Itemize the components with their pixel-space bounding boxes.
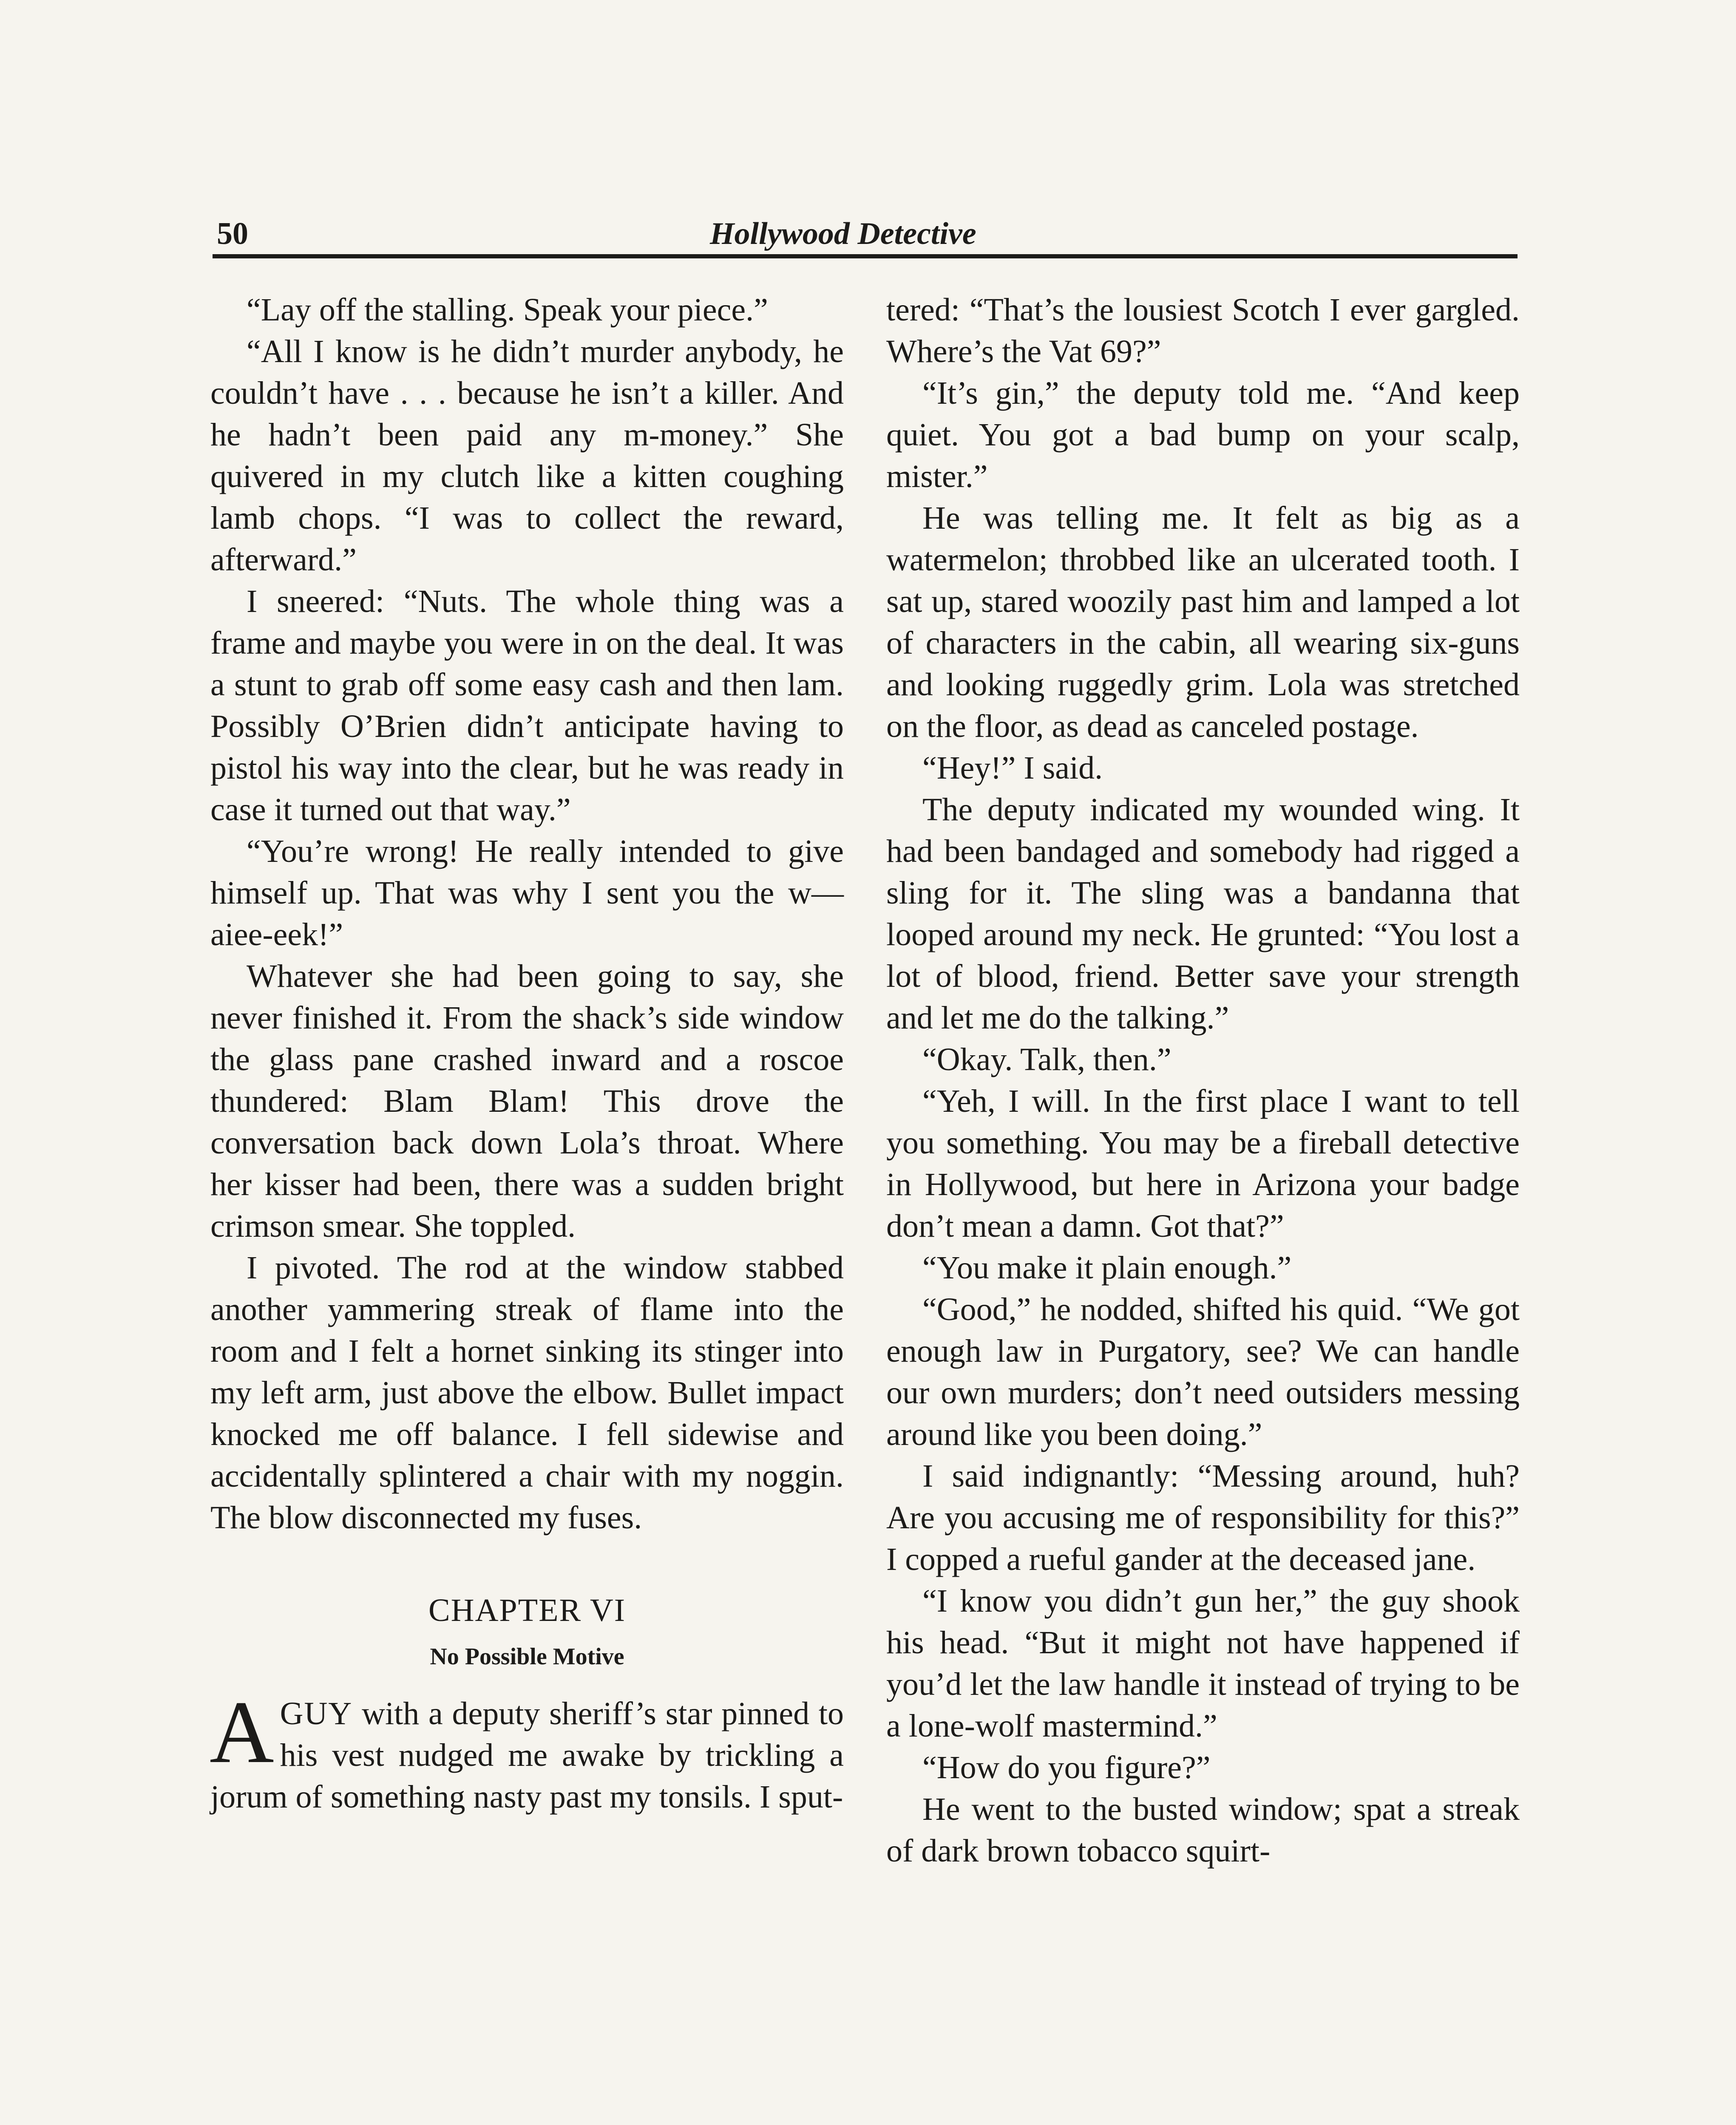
left-column [210, 289, 844, 1818]
header-rule [213, 254, 1518, 258]
paragraph: I said indignantly: “Messing around, huh? Are you accusing me of responsibility for this?” I copped a rueful gander at the deceased jane. [886, 1458, 1520, 1577]
paragraph: “Lay off the stalling. Speak your piece.” [247, 292, 768, 328]
paragraph: tered: “That’s the lousiest Scotch I ever gargled. Where’s the Vat 69?” [886, 292, 1520, 369]
paragraph: “Yeh, I will. In the first place I want to tell you something. You may be a fireball detective in Hollywood, but here in Arizona your badge don’t mean a damn. Got that?” [886, 1083, 1520, 1244]
drop-cap: A [210, 1683, 274, 1782]
paragraph: He went to the busted window; spat a streak of dark brown tobacco squirt- [886, 1791, 1520, 1869]
paragraph: Whatever she had been going to say, she never finished it. From the shack’s side window the glass pane crashed inward and a roscoe thundered: Blam Blam! This drove the conversation back down Lola’s throat. Where her kisser had been, there was a sudden bright crimson smear. She toppled. [210, 958, 844, 1244]
paragraph: “Good,” he nodded, shifted his quid. “We got enough law in Purgatory, see? We can handle our own murders; don’t need outsiders messing around like you been doing.” [886, 1292, 1520, 1452]
paragraph: I sneered: “Nuts. The whole thing was a frame and maybe you were in on the deal. It was a stunt to grab off some easy cash and then lam. Possibly O’Brien didn’t anticipate having to pistol his way into the clear, but he was ready in case it turned out that way.” [210, 584, 844, 827]
paragraph: I pivoted. The rod at the window stabbed another yammering streak of flame into the room and I felt a hornet sinking its stinger into my left arm, just above the elbow. Bullet impact knocked me off balance. I fell sidewise and accidentally splintered a chair with my noggin. The blow disconnected my fuses. [210, 1250, 844, 1536]
page-header [213, 208, 1518, 255]
paragraph: “Hey!” I said. [922, 750, 1103, 786]
paragraph: “I know you didn’t gun her,” the guy shook his head. “But it might not have happened if you’d let the law handle it instead of trying to be a lone-wolf mastermind.” [886, 1583, 1520, 1744]
page-number: 50 [217, 216, 248, 251]
chapter-subtitle: No Possible Motive [430, 1643, 624, 1670]
paragraph: “It’s gin,” the deputy told me. “And keep quiet. You got a bad bump on your scalp, mister.” [886, 375, 1520, 494]
paragraph: “You’re wrong! He really intended to give himself up. That was why I sent you the w—aiee-eek!” [210, 833, 844, 952]
opening-paragraph [210, 1683, 844, 1818]
opening-text: with a deputy sheriff’s star pinned to his vest nudged me awake by trickling a jorum of something nasty past my tonsils. I sput- [210, 1696, 844, 1815]
running-title: Hollywood Detective [710, 216, 976, 251]
paragraph: “How do you figure?” [922, 1750, 1211, 1785]
paragraph: He was telling me. It felt as big as a watermelon; throbbed like an ulcerated tooth. I sat up, stared woozily past him and lamped a lot of characters in the cabin, all wearing six-guns and looking ruggedly grim. Lola was stretched on the floor, as dead as canceled postage. [886, 500, 1520, 744]
paragraph: “You make it plain enough.” [922, 1250, 1292, 1286]
paragraph: “Okay. Talk, then.” [922, 1042, 1172, 1077]
opening-small-caps: GUY [280, 1696, 353, 1731]
right-column [886, 289, 1520, 1872]
paragraph: “All I know is he didn’t murder anybody, he couldn’t have . . . because he isn’t a killer. And he hadn’t been paid any m-money.” She quivered in my clutch like a kitten coughing lamb chops. “I was to collect the reward, afterward.” [210, 334, 844, 578]
chapter-opening [210, 1683, 844, 1818]
paragraph: The deputy indicated my wounded wing. It had been bandaged and somebody had rigged a sling for it. The sling was a bandanna that looped around my neck. He grunted: “You lost a lot of blood, friend. Better save your strength and let me do the talking.” [886, 792, 1520, 1036]
chapter-heading: CHAPTER VI [428, 1592, 626, 1628]
